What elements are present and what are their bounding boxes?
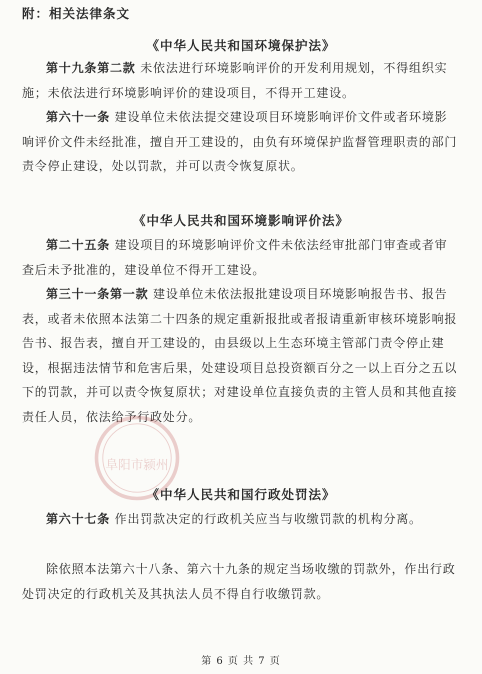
- article-number: 第二十五条: [46, 238, 111, 252]
- article-text: 建设单位未依法报批建设项目环境影响报告书、报告表，或者未依照本法第二十四条的规定重新报批或者报请重新审核环境影响报告书、报告表，擅自开工建设的，由县级以上生态环境主管部门责令停止建设，根据违法情节和危害后果，处建设项目总投资额百分之一以上百分之五以下的罚款，并可以责令恢复原状；对建设单位直接负责的主管人员和其他直接责任人员，依法给予行政处分。: [22, 287, 458, 424]
- article-paragraph: [22, 557, 458, 606]
- article-text: 未依法进行环境影响评价的开发利用规划，不得组织实施；未依法进行环境影响评价的建设项目，不得开工建设。: [22, 61, 448, 100]
- article-text: 建设单位未依法提交建设项目环境影响评价文件或者环境影响评价文件未经批准，擅自开工建设的，由负有环境保护监督管理职责的部门责令停止建设，处以罚款，并可以责令恢复原状。: [22, 110, 458, 173]
- article-paragraph: [22, 105, 458, 179]
- appendix-heading: 附：相关法律条文: [22, 6, 131, 21]
- law-title-administrative-penalty: 《中华人民共和国行政处罚法》: [146, 487, 336, 502]
- law-title-environmental-impact-assessment: 《中华人民共和国环境影响评价法》: [132, 213, 349, 228]
- article-number: 第六十一条: [46, 110, 111, 124]
- article-paragraph: [22, 507, 458, 532]
- article-number: 第十九条第二款: [46, 61, 136, 75]
- article-text: 建设项目的环境影响评价文件未依法经审批部门审查或者审查后未予批准的，建设单位不得开工建设。: [22, 238, 448, 277]
- article-number: 第六十七条: [46, 512, 111, 526]
- article-text: 作出罚款决定的行政机关应当与收缴罚款的机构分离。: [114, 512, 422, 526]
- article-paragraph: [22, 56, 458, 105]
- article-number: 第三十一条第一款: [46, 287, 149, 301]
- article-text: 除依照本法第六十八条、第六十九条的规定当场收缴的罚款外，作出行政处罚决定的行政机关及其执法人员不得自行收缴罚款。: [22, 562, 456, 601]
- article-paragraph: [22, 233, 458, 282]
- page-footer: 第 6 页 共 7 页: [201, 656, 281, 667]
- seal-text: 阜阳市颍州: [105, 456, 169, 472]
- law-title-environmental-protection: 《中华人民共和国环境保护法》: [146, 38, 336, 53]
- article-paragraph: [22, 282, 458, 429]
